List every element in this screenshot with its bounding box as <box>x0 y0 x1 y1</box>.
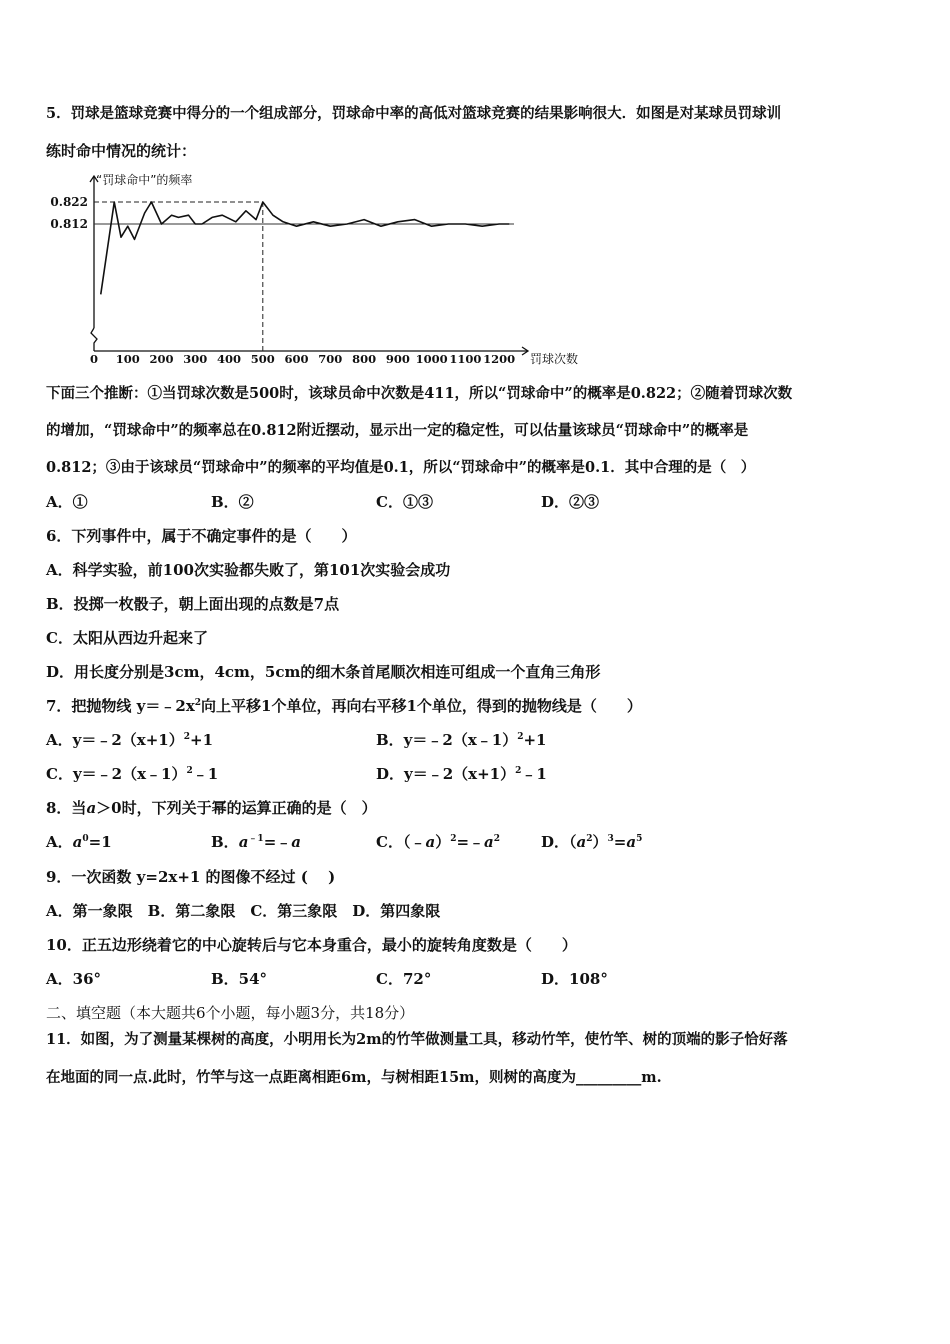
x-tick-label: 200 <box>149 352 174 366</box>
q9-stem: 9．一次函数 y=2x+1 的图像不经过 ( ) <box>46 868 336 886</box>
q10-option-a[interactable]: A．36° <box>46 970 102 988</box>
q8-option-c[interactable]: C．$(﹣a)^2=﹣a^2$ <box>376 833 501 851</box>
q8-option-a[interactable]: A．$a^0=1$ <box>46 833 112 851</box>
q6-stem: 6．下列事件中，属于不确定事件的是（ ） <box>46 527 357 545</box>
y-axis-label: “罚球命中”的频率 <box>96 173 193 187</box>
q6-option-c[interactable]: C．太阳从西边升起来了 <box>46 629 208 647</box>
x-axis-label: 罚球次数 <box>530 352 579 366</box>
q10-stem: 10．正五边形绕着它的中心旋转后与它本身重合，最小的旋转角度数是（ ） <box>46 936 577 954</box>
x-tick-label: 1100 <box>449 352 482 366</box>
q8-stem: 8．当a＞0时，下列关于幂的运算正确的是（ ） <box>46 799 377 817</box>
x-tick-label: 1000 <box>415 352 448 366</box>
chart-labels <box>50 172 578 366</box>
q5-option-c[interactable]: C．①③ <box>376 493 433 511</box>
frequency-series-line <box>101 202 509 294</box>
chart-axes <box>90 176 528 355</box>
q5-inference-line3: 0.812；③由于该球员“罚球命中”的频率的平均值是0.1，所以“罚球命中”的概率是0.1．其中合理的是（ ） <box>46 459 756 476</box>
x-tick-label: 600 <box>284 352 309 366</box>
free-throw-frequency-chart <box>46 168 606 368</box>
q11-stem-line2: 在地面的同一点.此时，竹竿与这一点距离相距6m，与树相距15m，则树的高度为_________m. <box>46 1069 662 1086</box>
q11-stem-line1: 11．如图，为了测量某棵树的高度，小明用长为2m的竹竿做测量工具，移动竹竿，使竹竿、树的顶端的影子恰好落 <box>46 1031 788 1048</box>
q5-stem-line1: 5．罚球是篮球竞赛中得分的一个组成部分，罚球命中率的高低对篮球竞赛的结果影响很大．如图是对某球员罚球训 <box>46 105 782 122</box>
x-tick-label: 1200 <box>483 352 516 366</box>
q5-stem-line2: 练时命中情况的统计： <box>46 142 197 160</box>
y-tick-label: 0.812 <box>50 217 88 231</box>
q10-option-c[interactable]: C．72° <box>376 970 432 988</box>
q6-option-a[interactable]: A．科学实验，前100次实验都失败了，第101次实验会成功 <box>46 561 451 579</box>
q9-options[interactable]: A．第一象限 B．第二象限 C．第三象限 D．第四象限 <box>46 902 441 920</box>
x-tick-label: 900 <box>385 352 410 366</box>
q7-option-d[interactable]: D．$y=﹣2(x+1)^2﹣1$ <box>376 765 547 783</box>
y-tick-label: 0.822 <box>50 195 88 209</box>
q5-option-a[interactable]: A．① <box>46 493 88 511</box>
x-tick-label: 300 <box>183 352 208 366</box>
q7-stem: 7．把抛物线 $y=﹣2x^2$向上平移1个单位，再向右平移1个单位，得到的抛物线是（ ） <box>46 697 642 715</box>
q7-option-a[interactable]: A．$y=﹣2(x+1)^2+1$ <box>46 731 214 749</box>
section-title-fill-in: 二、填空题（本大题共6个小题，每小题3分，共18分） <box>46 1004 415 1022</box>
x-tick-label: 700 <box>318 352 343 366</box>
q8-option-b[interactable]: B．$a^{﹣1}=﹣a$ <box>211 833 301 851</box>
x-tick-label: 500 <box>250 352 275 366</box>
q8-option-d[interactable]: D．$(a^2)^3=a^5$ <box>541 833 643 851</box>
q10-option-d[interactable]: D．108° <box>541 970 608 988</box>
q10-option-b[interactable]: B．54° <box>211 970 268 988</box>
q5-inference-line2: 的增加，“罚球命中”的频率总在0.812附近摆动，显示出一定的稳定性，可以估量该球员“罚球命中”的概率是 <box>46 422 749 439</box>
x-tick-label: 400 <box>217 352 242 366</box>
q7-option-c[interactable]: C．y＝﹣2（x﹣1）$^2$﹣1 <box>46 765 219 783</box>
chart-series <box>101 202 509 294</box>
y-axis-break <box>91 328 97 351</box>
x-tick-label: 100 <box>115 352 140 366</box>
q5-option-d[interactable]: D．②③ <box>541 493 600 511</box>
q5-option-b[interactable]: B．② <box>211 493 254 511</box>
x-tick-label: 800 <box>352 352 377 366</box>
x-tick-label: 0 <box>89 352 99 366</box>
q6-option-b[interactable]: B．投掷一枚骰子，朝上面出现的点数是7点 <box>46 595 340 613</box>
q6-option-d[interactable]: D．用长度分别是3cm，4cm，5cm的细木条首尾顺次相连可组成一个直角三角形 <box>46 663 601 681</box>
q5-inference-line1: 下面三个推断：①当罚球次数是500时，该球员命中次数是411，所以“罚球命中”的概率是0.822；②随着罚球次数 <box>46 385 793 402</box>
q7-option-b[interactable]: B．y＝﹣2（x﹣1）$^2$+1 <box>376 731 547 749</box>
